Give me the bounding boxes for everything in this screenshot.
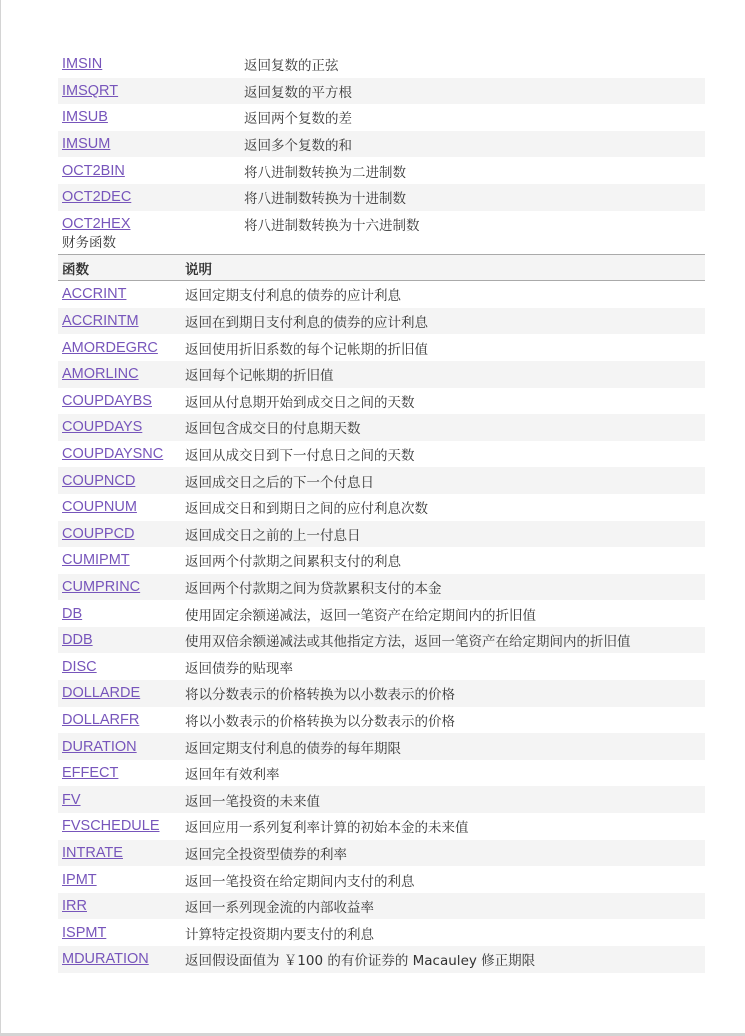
function-description: 计算特定投资期内要支付的利息 — [185, 926, 374, 943]
function-link[interactable]: IMSIN — [62, 56, 103, 73]
function-description: 返回两个付款期之间累积支付的利息 — [185, 554, 401, 571]
function-link[interactable]: COUPNUM — [62, 499, 137, 516]
function-link[interactable]: OCT2HEX — [62, 215, 131, 232]
function-description: 将以分数表示的价格转换为以小数表示的价格 — [185, 687, 455, 704]
table-row — [58, 308, 705, 335]
function-name-cell — [58, 765, 185, 781]
function-description: 返回完全投资型债券的利率 — [185, 846, 347, 863]
function-description: 返回定期支付利息的债券的应计利息 — [185, 288, 401, 305]
financial-functions-table — [58, 281, 705, 972]
function-link[interactable]: IMSUB — [62, 109, 108, 126]
document-content — [58, 51, 705, 973]
table-row — [58, 893, 705, 920]
function-link[interactable]: OCT2BIN — [62, 162, 125, 179]
section-title: 财务函数 — [62, 235, 116, 252]
function-name-cell — [58, 446, 185, 462]
table-row — [58, 547, 705, 574]
function-description: 返回多个复数的和 — [244, 138, 352, 155]
function-name-cell — [58, 659, 185, 675]
table-row — [58, 334, 705, 361]
function-description: 将八进制数转换为十六进制数 — [244, 217, 420, 234]
function-name-cell — [58, 189, 244, 205]
table-row — [58, 600, 705, 627]
function-name-cell — [58, 845, 185, 861]
function-link[interactable]: COUPDAYS — [62, 419, 143, 436]
function-link[interactable]: FV — [62, 791, 81, 808]
table-row — [58, 919, 705, 946]
engineering-functions-table — [58, 51, 705, 237]
function-name-cell — [58, 579, 185, 595]
function-link[interactable]: IMSUM — [62, 136, 111, 153]
function-name-cell — [58, 136, 244, 152]
function-name-cell — [58, 216, 244, 232]
table-row — [58, 467, 705, 494]
function-name-cell — [58, 925, 185, 941]
table-row — [58, 840, 705, 867]
function-name-cell — [58, 83, 244, 99]
function-link[interactable]: DB — [62, 605, 83, 622]
function-name-cell — [58, 552, 185, 568]
page-left-border — [0, 0, 1, 1036]
table-row — [58, 707, 705, 734]
function-link[interactable]: DDB — [62, 632, 93, 649]
function-name-cell — [58, 340, 185, 356]
table-row — [58, 157, 705, 184]
function-description: 使用固定余额递减法，返回一笔资产在给定期间内的折旧值 — [185, 607, 536, 624]
function-description: 返回应用一系列复利率计算的初始本金的未来值 — [185, 820, 469, 837]
function-name-cell — [58, 685, 185, 701]
function-name-cell — [58, 499, 185, 515]
table-row — [58, 78, 705, 105]
function-link[interactable]: IRR — [62, 898, 87, 915]
table-row — [58, 627, 705, 654]
function-description: 返回复数的平方根 — [244, 84, 352, 101]
table-row — [58, 131, 705, 158]
function-name-cell — [58, 632, 185, 648]
table-row — [58, 521, 705, 548]
function-link[interactable]: IPMT — [62, 871, 97, 888]
function-description: 返回在到期日支付利息的债券的应计利息 — [185, 315, 428, 332]
function-description: 返回一系列现金流的内部收益率 — [185, 900, 374, 917]
function-link[interactable]: COUPDAYSNC — [62, 446, 164, 463]
function-description: 返回两个付款期之间为贷款累积支付的本金 — [185, 580, 442, 597]
function-link[interactable]: ISPMT — [62, 924, 107, 941]
header-function: 函数 — [62, 261, 89, 278]
function-description: 返回成交日之后的下一个付息日 — [185, 474, 374, 491]
function-name-cell — [58, 313, 185, 329]
function-link[interactable]: EFFECT — [62, 765, 119, 782]
function-description: 将八进制数转换为二进制数 — [244, 164, 406, 181]
function-description: 使用双倍余额递减法或其他指定方法，返回一笔资产在给定期间内的折旧值 — [185, 634, 631, 651]
function-description: 返回成交日和到期日之间的应付利息次数 — [185, 501, 428, 518]
function-description: 返回假设面值为 ￥100 的有价证券的 Macauley 修正期限 — [185, 953, 536, 970]
function-link[interactable]: CUMPRINC — [62, 578, 141, 595]
function-description: 返回两个复数的差 — [244, 111, 352, 128]
table-row — [58, 733, 705, 760]
function-description: 返回年有效利率 — [185, 767, 280, 784]
table-row — [58, 184, 705, 211]
table-row — [58, 361, 705, 388]
function-link[interactable]: DURATION — [62, 738, 137, 755]
function-name-cell — [58, 393, 185, 409]
function-link[interactable]: DISC — [62, 658, 97, 675]
function-description: 返回一笔投资的未来值 — [185, 793, 320, 810]
function-description: 返回从付息期开始到成交日之间的天数 — [185, 394, 415, 411]
function-description: 返回从成交日到下一付息日之间的天数 — [185, 448, 415, 465]
function-link[interactable]: INTRATE — [62, 844, 123, 861]
table-row — [58, 388, 705, 415]
function-link[interactable]: COUPNCD — [62, 472, 136, 489]
function-link[interactable]: OCT2DEC — [62, 189, 132, 206]
table-row — [58, 494, 705, 521]
function-description: 返回债券的贴现率 — [185, 660, 293, 677]
function-name-cell — [58, 163, 244, 179]
table-row — [58, 281, 705, 308]
table-row — [58, 946, 705, 973]
function-link[interactable]: MDURATION — [62, 951, 149, 968]
function-name-cell — [58, 872, 185, 888]
function-name-cell — [58, 606, 185, 622]
table-row — [58, 653, 705, 680]
table-row — [58, 441, 705, 468]
function-name-cell — [58, 366, 185, 382]
table-row — [58, 813, 705, 840]
function-description: 将以小数表示的价格转换为以分数表示的价格 — [185, 713, 455, 730]
table-row — [58, 574, 705, 601]
function-link[interactable]: ACCRINT — [62, 286, 127, 303]
function-name-cell — [58, 56, 244, 72]
function-link[interactable]: IMSQRT — [62, 82, 119, 99]
table-row — [58, 680, 705, 707]
function-name-cell — [58, 792, 185, 808]
function-link[interactable]: COUPPCD — [62, 525, 135, 542]
function-name-cell — [58, 951, 185, 967]
function-link[interactable]: CUMIPMT — [62, 552, 130, 569]
table-row — [58, 760, 705, 787]
table-row — [58, 51, 705, 78]
header-description: 说明 — [185, 261, 212, 278]
table-row — [58, 104, 705, 131]
function-description: 返回复数的正弦 — [244, 58, 339, 75]
function-link[interactable]: AMORDEGRC — [62, 339, 158, 356]
function-description: 返回定期支付利息的债券的每年期限 — [185, 740, 401, 757]
table-row — [58, 414, 705, 441]
function-description: 返回包含成交日的付息期天数 — [185, 421, 361, 438]
function-name-cell — [58, 286, 185, 302]
function-name-cell — [58, 109, 244, 125]
table-header — [58, 254, 705, 281]
function-name-cell — [58, 526, 185, 542]
function-description: 返回每个记帐期的折旧值 — [185, 368, 334, 385]
function-link[interactable]: DOLLARDE — [62, 685, 141, 702]
function-name-cell — [58, 419, 185, 435]
table-row — [58, 786, 705, 813]
function-name-cell — [58, 473, 185, 489]
function-description: 将八进制数转换为十进制数 — [244, 191, 406, 208]
function-name-cell — [58, 898, 185, 914]
function-description: 返回使用折旧系数的每个记帐期的折旧值 — [185, 341, 428, 358]
function-link[interactable]: AMORLINC — [62, 366, 139, 383]
function-link[interactable]: FVSCHEDULE — [62, 818, 160, 835]
function-name-cell — [58, 818, 185, 834]
function-link[interactable]: COUPDAYBS — [62, 392, 152, 409]
function-link[interactable]: ACCRINTM — [62, 313, 139, 330]
function-description: 返回一笔投资在给定期间内支付的利息 — [185, 873, 415, 890]
function-link[interactable]: DOLLARFR — [62, 711, 140, 728]
function-name-cell — [58, 739, 185, 755]
table-row — [58, 866, 705, 893]
function-description: 返回成交日之前的上一付息日 — [185, 527, 361, 544]
function-name-cell — [58, 712, 185, 728]
